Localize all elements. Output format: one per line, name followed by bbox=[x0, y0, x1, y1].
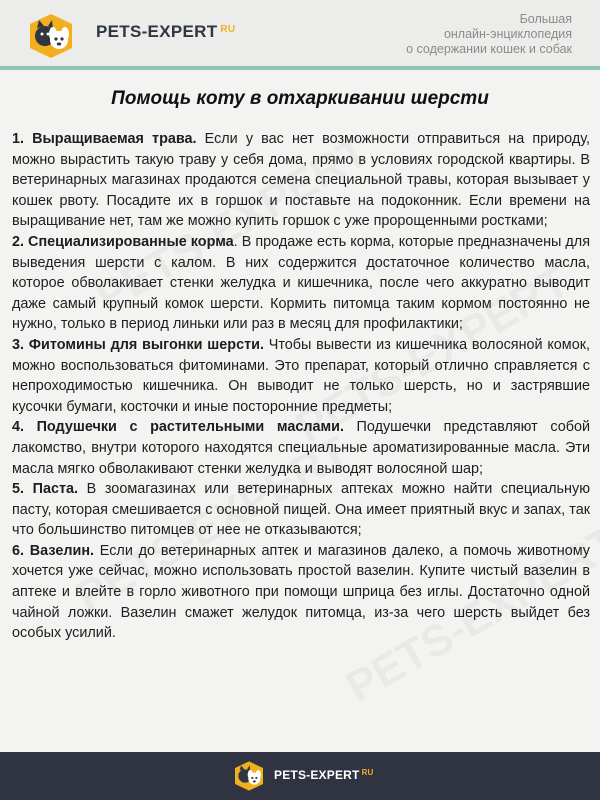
article-body bbox=[12, 129, 590, 644]
brand-tld: RU bbox=[220, 24, 236, 35]
item-text: В зоомагазинах или ветеринарных аптеках можно найти специальную пасту, которая смешивается с основной пищей. Она имеет приятный вкус и запах, так что большинство питомцев от нее не отказываются; bbox=[12, 481, 590, 539]
item-heading: 4. Подушечки с растительными маслами. bbox=[12, 419, 344, 436]
brand-logo-text[interactable] bbox=[96, 22, 235, 42]
footer-brand-tld: RU bbox=[361, 768, 374, 777]
item-text: Подушечки представляют собой лакомство, внутри которого находятся специальные ароматизированные масла. Эти масла мягко обволакивают стенки желудка и выводят волосяной шар; bbox=[12, 419, 590, 477]
site-header bbox=[0, 0, 600, 70]
tagline-line: онлайн-энциклопедия bbox=[443, 27, 572, 41]
tagline-line: о содержании кошек и собак bbox=[406, 42, 572, 56]
list-item bbox=[12, 417, 590, 479]
footer-brand-text[interactable] bbox=[274, 768, 374, 782]
article-title: Помощь коту в отхаркивании шерсти bbox=[111, 88, 489, 109]
list-item bbox=[12, 129, 590, 232]
list-item bbox=[12, 541, 590, 644]
cat-and-dog-logo-icon[interactable] bbox=[26, 12, 76, 60]
item-text: Чтобы вывести из кишечника волосяной комок, можно воспользоваться фитоминами. Это препарат, который отлично справляется с непроходимостью кишечника. Он выводит не только шерсть, но и застрявшие кусочки бумаги, косточки и иные посторонние предметы; bbox=[12, 336, 590, 415]
list-item bbox=[12, 232, 590, 335]
brand-name: PETS-EXPERT bbox=[96, 22, 218, 41]
list-item bbox=[12, 335, 590, 417]
site-tagline bbox=[352, 12, 572, 57]
item-heading: 3. Фитомины для выгонки шерсти. bbox=[12, 336, 264, 353]
item-text: . В продаже есть корма, которые предназначены для выведения шерсти с калом. В них содержится достаточное количество масла, которое обволакивает стенки желудка и кишечника, после чего аккуратно выводит даже самый крупный комок шерсти. Кормить питомца таким кормом постоянно не нужно, только в период линьки или раз в месяц для профилактики; bbox=[12, 233, 590, 333]
item-text: Если у вас нет возможности отправиться на природу, можно вырастить такую траву у себя дома, прямо в условиях городской квартиры. В ветеринарных магазинах продаются семена специальной травы, которая вызывает у кошек рвоту. Посадите их в горшок и поставьте на подоконник. Если времени на выращивание нет, там же можно купить горшок с уже пророщенными ростками; bbox=[12, 131, 590, 230]
site-footer bbox=[0, 752, 600, 800]
tagline-line: Большая bbox=[519, 12, 572, 26]
item-heading: 1. Выращиваемая трава. bbox=[12, 131, 197, 147]
footer-brand-name: PETS-EXPERT bbox=[274, 768, 360, 782]
item-heading: 5. Паста. bbox=[12, 481, 79, 498]
cat-and-dog-logo-icon[interactable] bbox=[232, 760, 266, 792]
item-text: Если до ветеринарных аптек и магазинов далеко, а помочь животному хочется уже сейчас, можно использовать простой вазелин. Купите чистый вазелин в аптеке и влейте в горло животного при помощи шприца без иглы. Достаточно одной чайной ложки. Вазелин смажет желудок питомца, из-за чего шерсть выйдет без особых усилий. bbox=[12, 542, 590, 642]
item-heading: 6. Вазелин. bbox=[12, 542, 95, 559]
item-heading: 2. Специализированные корма bbox=[12, 233, 234, 250]
list-item bbox=[12, 479, 590, 541]
